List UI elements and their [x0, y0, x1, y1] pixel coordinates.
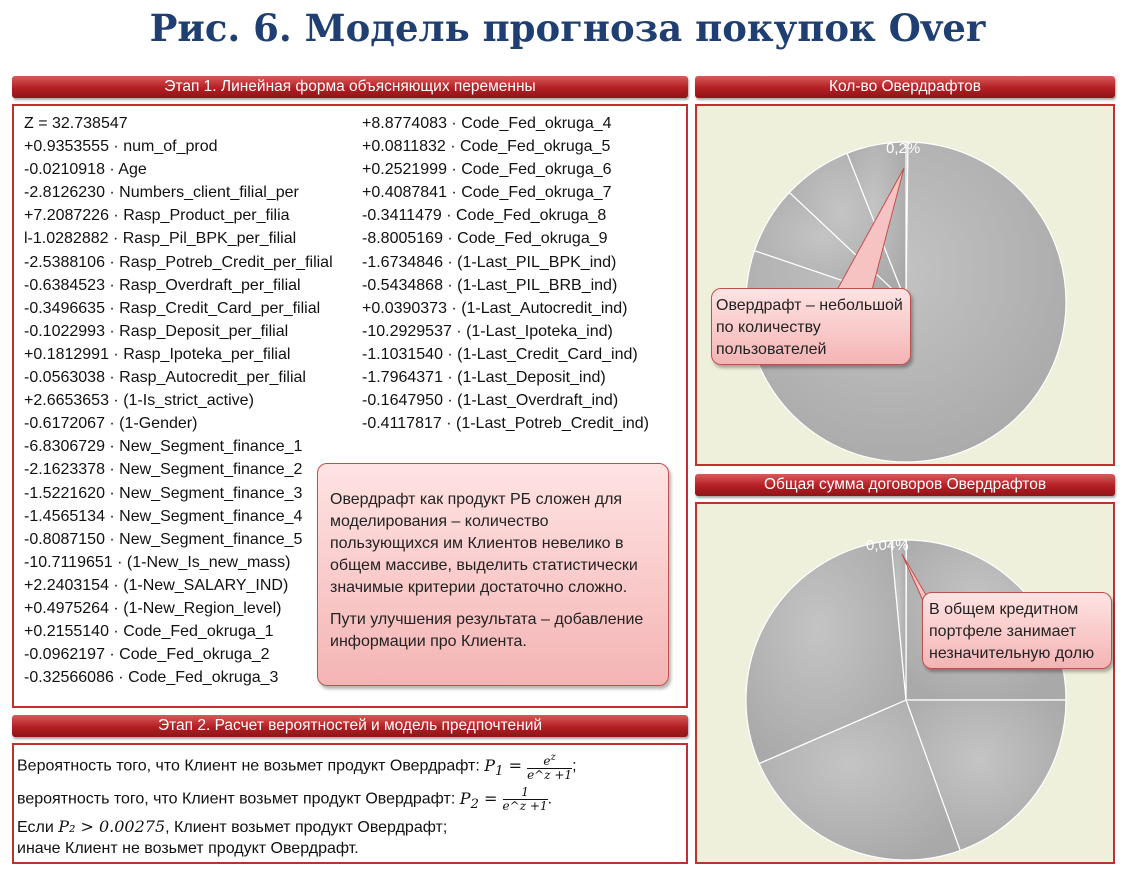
equation-term: -8.8005169 · Code_Fed_okruga_9: [362, 230, 608, 248]
formula-p1: $\frac{e^z}{e\^{}z +1}$: [527, 752, 573, 782]
equation-term: -0.8087150 · New_Segment_finance_5: [24, 530, 303, 548]
equation-term: +0.4975264 · (1-New_Region_level): [24, 599, 282, 617]
equation-term: -6.8306729 · New_Segment_finance_1: [24, 438, 303, 456]
pie-chart-overdraft-count: [697, 106, 1113, 464]
equation-term: -2.1623378 · New_Segment_finance_2: [24, 461, 303, 479]
equation-term: Z = 32.738547: [24, 115, 128, 132]
equation-term: -1.6734846 · (1-Last_PIL_BPK_ind): [362, 253, 617, 271]
equation-term: +2.6653653 · (1-Is_strict_active): [24, 392, 254, 410]
probability-line-1: Вероятность того, что Клиент не возьмет продукт Овердрафт: $P_1$ = $\frac{e^z}{e\^{}z +1}$;: [17, 752, 577, 782]
equation-term: -0.1022993 · Rasp_Deposit_per_filial: [24, 322, 289, 340]
chart1-panel: [695, 104, 1115, 466]
callout-paragraph-1: Овердрафт как продукт РБ сложен для моделирования – количество пользующихся им Клиентов невелико в общем массиве, выделить статистически значимые критерии достаточно сложно.: [330, 491, 638, 596]
equation-term: l-1.0282882 · Rasp_Pil_BPK_per_filial: [24, 230, 297, 248]
equation-term: +0.9353555 · num_of_prod: [24, 138, 218, 156]
chart2-panel: [695, 502, 1115, 864]
equation-term: -1.4565134 · New_Segment_finance_4: [24, 507, 303, 525]
stage2-header: Этап 2. Расчет вероятностей и модель предпочтений: [12, 715, 688, 737]
stage1-panel: [12, 104, 688, 708]
equation-column-1: [24, 112, 333, 689]
equation-column-2: [362, 112, 649, 435]
callout-paragraph-2: Пути улучшения результата – добавление информации про Клиента.: [330, 611, 644, 650]
equation-term: -2.8126230 · Numbers_client_filial_per: [24, 184, 299, 202]
pie-chart-overdraft-sum: [697, 504, 1113, 862]
equation-term: -0.4117817 · (1-Last_Potreb_Credit_ind): [362, 415, 649, 433]
equation-term: +2.2403154 · (1-New_SALARY_IND): [24, 576, 289, 594]
chart1-header: Кол-во Овердрафтов: [695, 76, 1115, 98]
chart1-callout: Овердрафт – небольшой по количеству пользователей: [711, 288, 911, 365]
equation-term: -0.0210918 · Age: [24, 161, 147, 179]
probability-line-2: вероятность того, что Клиент возьмет продукт Овердрафт: $P_2$ = $\frac{1}{e\^{}z +1}$.: [17, 785, 552, 813]
equation-term: -0.3411479 · Code_Fed_okruga_8: [362, 207, 607, 225]
equation-term: -1.5221620 · New_Segment_finance_3: [24, 484, 303, 502]
equation-term: +0.4087841 · Code_Fed_okruga_7: [362, 184, 612, 202]
pie1-label: 0,2%: [886, 140, 921, 157]
formula-p2: $\frac{1}{e\^{}z +1}$: [502, 785, 548, 813]
equation-term: -0.0962197 · Code_Fed_okruga_2: [24, 646, 270, 664]
equation-term: -0.32566086 · Code_Fed_okruga_3: [24, 669, 279, 687]
equation-term: +7.2087226 · Rasp_Product_per_filia: [24, 207, 290, 225]
stage1-callout: [317, 463, 669, 686]
equation-term: -0.0563038 · Rasp_Autocredit_per_filial: [24, 369, 306, 387]
equation-term: -2.5388106 · Rasp_Potreb_Credit_per_filial: [24, 253, 333, 271]
equation-term: +0.0811832 · Code_Fed_okruga_5: [362, 138, 611, 156]
page-title: Рис. 6. Модель прогноза покупок Over: [149, 6, 986, 50]
equation-term: -0.3496635 · Rasp_Credit_Card_per_filial: [24, 299, 321, 317]
threshold-rule: Если P₂ > 0.00275, Клиент возьмет продукт Овердрафт;: [17, 817, 448, 836]
equation-term: -1.1031540 · (1-Last_Credit_Card_ind): [362, 345, 638, 363]
pie2-label: 0,04%: [866, 537, 909, 554]
stage1-header: Этап 1. Линейная форма объясняющих переменны: [12, 76, 688, 98]
equation-term: -0.1647950 · (1-Last_Overdraft_ind): [362, 392, 619, 410]
equation-term: +0.2521999 · Code_Fed_okruga_6: [362, 161, 612, 179]
stage2-panel: [12, 743, 688, 864]
equation-term: +0.1812991 · Rasp_Ipoteka_per_filial: [24, 345, 291, 363]
chart2-callout: В общем кредитном портфеле занимает незначительную долю: [922, 592, 1112, 669]
else-rule: иначе Клиент не возьмет продукт Овердрафт.: [17, 840, 359, 857]
equation-term: -10.7119651 · (1-New_Is_new_mass): [24, 553, 291, 571]
equation-term: +0.0390373 · (1-Last_Autocredit_ind): [362, 299, 628, 317]
chart2-header: Общая сумма договоров Овердрафтов: [695, 474, 1115, 496]
equation-term: +0.2155140 · Code_Fed_okruga_1: [24, 623, 274, 641]
equation-term: -0.5434868 · (1-Last_PIL_BRB_ind): [362, 276, 618, 294]
equation-term: -0.6384523 · Rasp_Overdraft_per_filial: [24, 276, 301, 294]
equation-term: -1.7964371 · (1-Last_Deposit_ind): [362, 369, 606, 387]
equation-term: +8.8774083 · Code_Fed_okruga_4: [362, 115, 612, 132]
equation-term: -10.2929537 · (1-Last_Ipoteka_ind): [362, 322, 613, 340]
equation-term: -0.6172067 · (1-Gender): [24, 415, 198, 433]
